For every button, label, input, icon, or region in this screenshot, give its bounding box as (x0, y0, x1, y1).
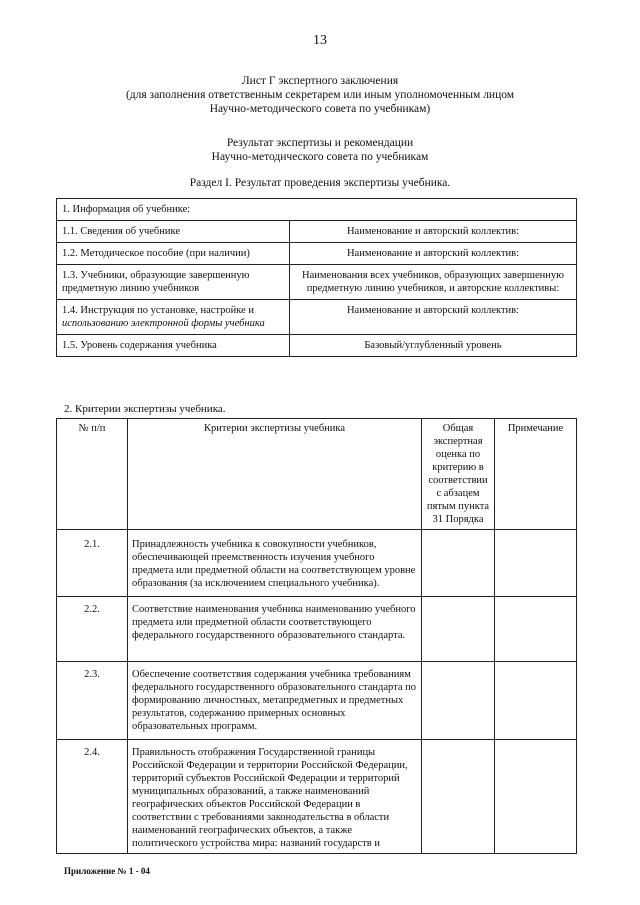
section2-title: 2. Критерии экспертизы учебника. (64, 403, 226, 415)
heading-line-1: Лист Г экспертного заключения (241, 75, 399, 87)
header-criteria: Критерии экспертизы учебника (128, 419, 422, 530)
info-label: 1.5. Уровень содержания учебника (57, 335, 290, 357)
note-cell (495, 740, 577, 854)
sheet-heading (0, 74, 640, 116)
score-cell (422, 662, 495, 740)
heading-line-3: Научно-методического совета по учебникам) (209, 103, 431, 115)
result-line-2: Научно-методического совета по учебникам (211, 151, 429, 163)
table-row (57, 335, 577, 357)
score-cell (422, 530, 495, 597)
header-score: Общая экспертная оценка по критерию в соответствии с абзацем пятым пункта 31 Порядка (422, 419, 495, 530)
score-cell (422, 597, 495, 662)
header-note: Примечание (495, 419, 577, 530)
info-label (57, 300, 290, 335)
table-row (57, 265, 577, 300)
table-row (57, 221, 577, 243)
table-row (57, 243, 577, 265)
criteria-num: 2.3. (57, 662, 128, 740)
criteria-text: Принадлежность учебника к совокупности учебников, обеспечивающей преемственность изучения учебного предмета или предметной области на соответствующем уровне образования (за исключением специального учебника). (128, 530, 422, 597)
table-row (57, 300, 577, 335)
footer-appendix: Приложение № 1 - 04 (64, 866, 150, 876)
info-label-part-b: использованию электронной формы учебника (62, 318, 265, 329)
heading-line-2: (для заполнения ответственным секретарем или иным уполномоченным лицом (125, 89, 515, 101)
criteria-text: Обеспечение соответствия содержания учебника требованиям федерального государственного образовательного стандарта по формированию личностных, метапредметных и предметных результатов, содержанию примерных основных образовательных программ. (128, 662, 422, 740)
info-value: Базовый/углубленный уровень (290, 335, 577, 357)
info-label: 1.2. Методическое пособие (при наличии) (57, 243, 290, 265)
info-value: Наименования всех учебников, образующих завершенную предметную линию учебников, и авторские коллективы: (290, 265, 577, 300)
section1-title: Раздел I. Результат проведения экспертизы учебника. (189, 177, 451, 189)
table-row (57, 740, 577, 854)
criteria-text: Соответствие наименования учебника наименованию учебного предмета или предметной области соответствующего федерального государственного образовательного стандарта. (128, 597, 422, 662)
info-value: Наименование и авторский коллектив: (290, 300, 577, 335)
result-line-1: Результат экспертизы и рекомендации (226, 137, 414, 149)
info-table-header: 1. Информация об учебнике: (57, 199, 577, 221)
criteria-header-row (57, 419, 577, 530)
info-label-part-a: 1.4. Инструкция по установке, настройке и (62, 305, 254, 316)
note-cell (495, 662, 577, 740)
table-row (57, 597, 577, 662)
note-cell (495, 530, 577, 597)
criteria-num: 2.2. (57, 597, 128, 662)
result-heading (0, 136, 640, 164)
note-cell (495, 597, 577, 662)
table-row (57, 530, 577, 597)
table-row (57, 662, 577, 740)
score-cell (422, 740, 495, 854)
criteria-num: 2.4. (57, 740, 128, 854)
criteria-table (56, 418, 577, 854)
info-value: Наименование и авторский коллектив: (290, 221, 577, 243)
info-label: 1.1. Сведения об учебнике (57, 221, 290, 243)
criteria-text: Правильность отображения Государственной границы Российской Федерации и территории Российской Федерации, территорий субъектов Российской Федерации и территорий муниципальных образований, а также наименований географических объектов Российской Федерации в соответствии с требованиями законодательства в области наименований географических объектов, а также политического устройства мира: названий государств и (128, 740, 422, 854)
page-number: 13 (313, 33, 327, 48)
info-table (56, 198, 577, 357)
header-num: № п/п (57, 419, 128, 530)
info-value: Наименование и авторский коллектив: (290, 243, 577, 265)
criteria-num: 2.1. (57, 530, 128, 597)
info-label: 1.3. Учебники, образующие завершенную предметную линию учебников (57, 265, 290, 300)
